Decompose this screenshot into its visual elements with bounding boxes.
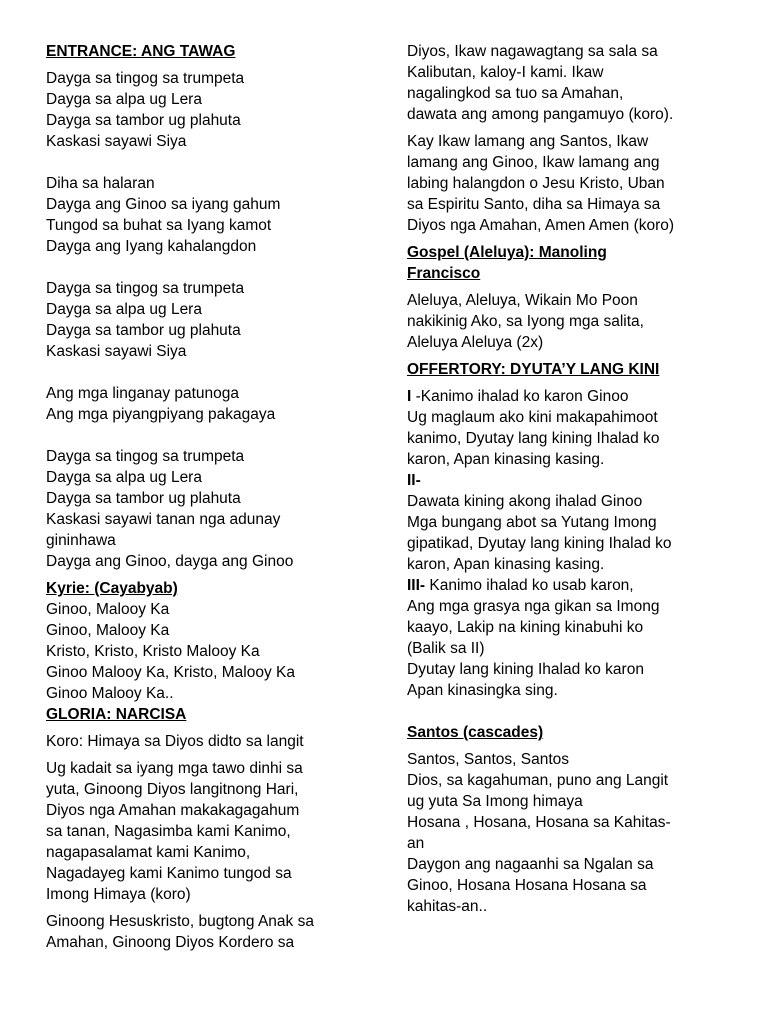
lyric-line: Tungod sa buhat sa Iyang kamot — [46, 217, 272, 234]
gloria-paragraph-2 — [46, 911, 366, 953]
lyric-line: Santos, Santos, Santos — [407, 751, 569, 768]
lyric-line: Ang mga linganay patunoga — [46, 385, 240, 402]
lyric-line: kaayo, Lakip na kining kinabuhi ko — [407, 619, 644, 636]
lyric-line: Dawata kining akong ihalad Ginoo — [407, 493, 643, 510]
lyric-line: Dios, sa kagahuman, puno ang Langit — [407, 772, 669, 789]
kyrie-title: Kyrie: (Cayabyab) — [46, 580, 178, 597]
lyric-line: Dayga sa alpa ug Lera — [46, 91, 202, 108]
lyric-line: Aleluya, Aleluya, Wikain Mo Poon — [407, 292, 638, 309]
lyric-line: Diyos nga Amahan, Amen Amen (koro) — [407, 217, 675, 234]
lyric-line: Diyos, Ikaw nagawagtang sa sala sa — [407, 43, 658, 60]
lyric-line: gipatikad, Dyutay lang kining Ihalad ko — [407, 535, 672, 552]
gloria-paragraph-4 — [407, 131, 737, 236]
lyric-line: kahitas-an.. — [407, 898, 488, 915]
gloria-koro: Koro: Himaya sa Diyos didto sa langit — [46, 733, 304, 750]
entrance-stanza-3 — [46, 278, 366, 362]
lyric-line: Ang mga piyangpiyang pakagaya — [46, 406, 276, 423]
lyric-line: ug yuta Sa Imong himaya — [407, 793, 583, 810]
right-column — [407, 41, 737, 917]
lyric-line: Imong Himaya (koro) — [46, 886, 191, 903]
gloria-title: GLORIA: NARCISA — [46, 706, 187, 723]
lyric-line: Dayga ang Ginoo, dayga ang Ginoo — [46, 553, 294, 570]
entrance-stanza-4 — [46, 383, 366, 425]
verse-marker: III- — [407, 577, 426, 594]
lyric-line: Dayga sa tingog sa trumpeta — [46, 70, 245, 87]
lyric-line: Diha sa halaran — [46, 175, 155, 192]
lyric-line: Ginoong Hesuskristo, bugtong Anak sa — [46, 913, 314, 930]
lyric-line: kanimo, Dyutay lang kining Ihalad ko — [407, 430, 660, 447]
lyric-line: Ginoo, Malooy Ka — [46, 622, 170, 639]
lyric-line — [407, 575, 737, 596]
lyric-line: Kaskasi sayawi tanan nga adunay — [46, 511, 281, 528]
lyric-line: nagapasalamat kami Kanimo, — [46, 844, 251, 861]
lyric-line: Kalibutan, kaloy-I kami. Ikaw — [407, 64, 604, 81]
santos-lyrics — [407, 749, 737, 917]
lyric-line: Ug maglaum ako kini makapahimoot — [407, 409, 658, 426]
lyric-line — [407, 386, 737, 407]
lyric-line: sa Espiritu Santo, diha sa Himaya sa — [407, 196, 661, 213]
offertory-verse-3 — [407, 575, 737, 701]
lyric-line: Dyutay lang kining Ihalad ko karon — [407, 661, 644, 678]
lyric-line: karon, Apan kinasing kasing. — [407, 451, 605, 468]
gospel-title — [407, 242, 737, 284]
lyric-line: Diyos nga Amahan makakagagahum — [46, 802, 300, 819]
offertory-verse-1 — [407, 386, 737, 470]
santos-title: Santos (cascades) — [407, 724, 544, 741]
lyric-line: Ginoo Malooy Ka, Kristo, Malooy Ka — [46, 664, 295, 681]
lyric-line: Ginoo Malooy Ka.. — [46, 685, 174, 702]
lyric-line: yuta, Ginoong Diyos langitnong Hari, — [46, 781, 299, 798]
lyric-line: nagalingkod sa tuo sa Amahan, — [407, 85, 624, 102]
lyric-line: Ginoo, Hosana Hosana Hosana sa — [407, 877, 647, 894]
lyric-line: Daygon ang nagaanhi sa Ngalan sa — [407, 856, 654, 873]
lyric-line: karon, Apan kinasing kasing. — [407, 556, 605, 573]
offertory-title: OFFERTORY: DYUTA’Y LANG KINI — [407, 361, 660, 378]
lyric-line: Kristo, Kristo, Kristo Malooy Ka — [46, 643, 260, 660]
lyric-line: Dayga ang Iyang kahalangdon — [46, 238, 257, 255]
lyric-line: Mga bungang abot sa Yutang Imong — [407, 514, 657, 531]
lyric-line: Dayga sa tambor ug plahuta — [46, 490, 241, 507]
entrance-stanza-1 — [46, 68, 366, 152]
left-column — [46, 41, 366, 953]
offertory-verse-2 — [407, 470, 737, 575]
lyric-line: Aleluya Aleluya (2x) — [407, 334, 544, 351]
lyric-line: Dayga sa alpa ug Lera — [46, 301, 202, 318]
gospel-title-line-1: Gospel (Aleluya): Manoling — [407, 244, 607, 261]
entrance-stanza-5 — [46, 446, 366, 572]
gospel-lyrics — [407, 290, 737, 353]
gloria-paragraph-3 — [407, 41, 737, 125]
lyric-line: Kaskasi sayawi Siya — [46, 343, 187, 360]
lyric-line: (Balik sa II) — [407, 640, 485, 657]
lyric-line: labing halangdon o Jesu Kristo, Uban — [407, 175, 665, 192]
gloria-paragraph-1 — [46, 758, 366, 905]
lyric-line: Dayga sa alpa ug Lera — [46, 469, 202, 486]
lyric-line: Amahan, Ginoong Diyos Kordero sa — [46, 934, 295, 951]
lyric-line: Nagadayeg kami Kanimo tungod sa — [46, 865, 292, 882]
verse-marker: II- — [407, 472, 421, 489]
lyric-line: Dayga sa tingog sa trumpeta — [46, 280, 245, 297]
lyric-line: nakikinig Ako, sa Iyong mga salita, — [407, 313, 644, 330]
lyric-text: Kanimo ihalad ko usab karon, — [425, 577, 634, 594]
lyric-line: Dayga sa tambor ug plahuta — [46, 322, 241, 339]
lyric-line: Dayga sa tambor ug plahuta — [46, 112, 241, 129]
verse-marker: I — [407, 388, 412, 405]
lyric-line: Ginoo, Malooy Ka — [46, 601, 170, 618]
lyric-line: Ug kadait sa iyang mga tawo dinhi sa — [46, 760, 303, 777]
lyric-line: gininhawa — [46, 532, 116, 549]
kyrie-lyrics — [46, 599, 366, 704]
entrance-title: ENTRANCE: ANG TAWAG — [46, 43, 236, 60]
gospel-title-line-2: Francisco — [407, 265, 481, 282]
lyric-text: -Kanimo ihalad ko karon Ginoo — [411, 388, 629, 405]
lyric-line: dawata ang among pangamuyo (koro). — [407, 106, 674, 123]
lyric-line: an — [407, 835, 425, 852]
lyric-line: Kaskasi sayawi Siya — [46, 133, 187, 150]
lyric-line: lamang ang Ginoo, Ikaw lamang ang — [407, 154, 660, 171]
lyric-line: Apan kinasingka sing. — [407, 682, 558, 699]
lyric-line: sa tanan, Nagasimba kami Kanimo, — [46, 823, 291, 840]
lyric-line: Dayga ang Ginoo sa iyang gahum — [46, 196, 281, 213]
lyric-line: Hosana , Hosana, Hosana sa Kahitas- — [407, 814, 671, 831]
lyric-line: Kay Ikaw lamang ang Santos, Ikaw — [407, 133, 649, 150]
lyric-line: Ang mga grasya nga gikan sa Imong — [407, 598, 660, 615]
entrance-stanza-2 — [46, 173, 366, 257]
lyric-line: Dayga sa tingog sa trumpeta — [46, 448, 245, 465]
